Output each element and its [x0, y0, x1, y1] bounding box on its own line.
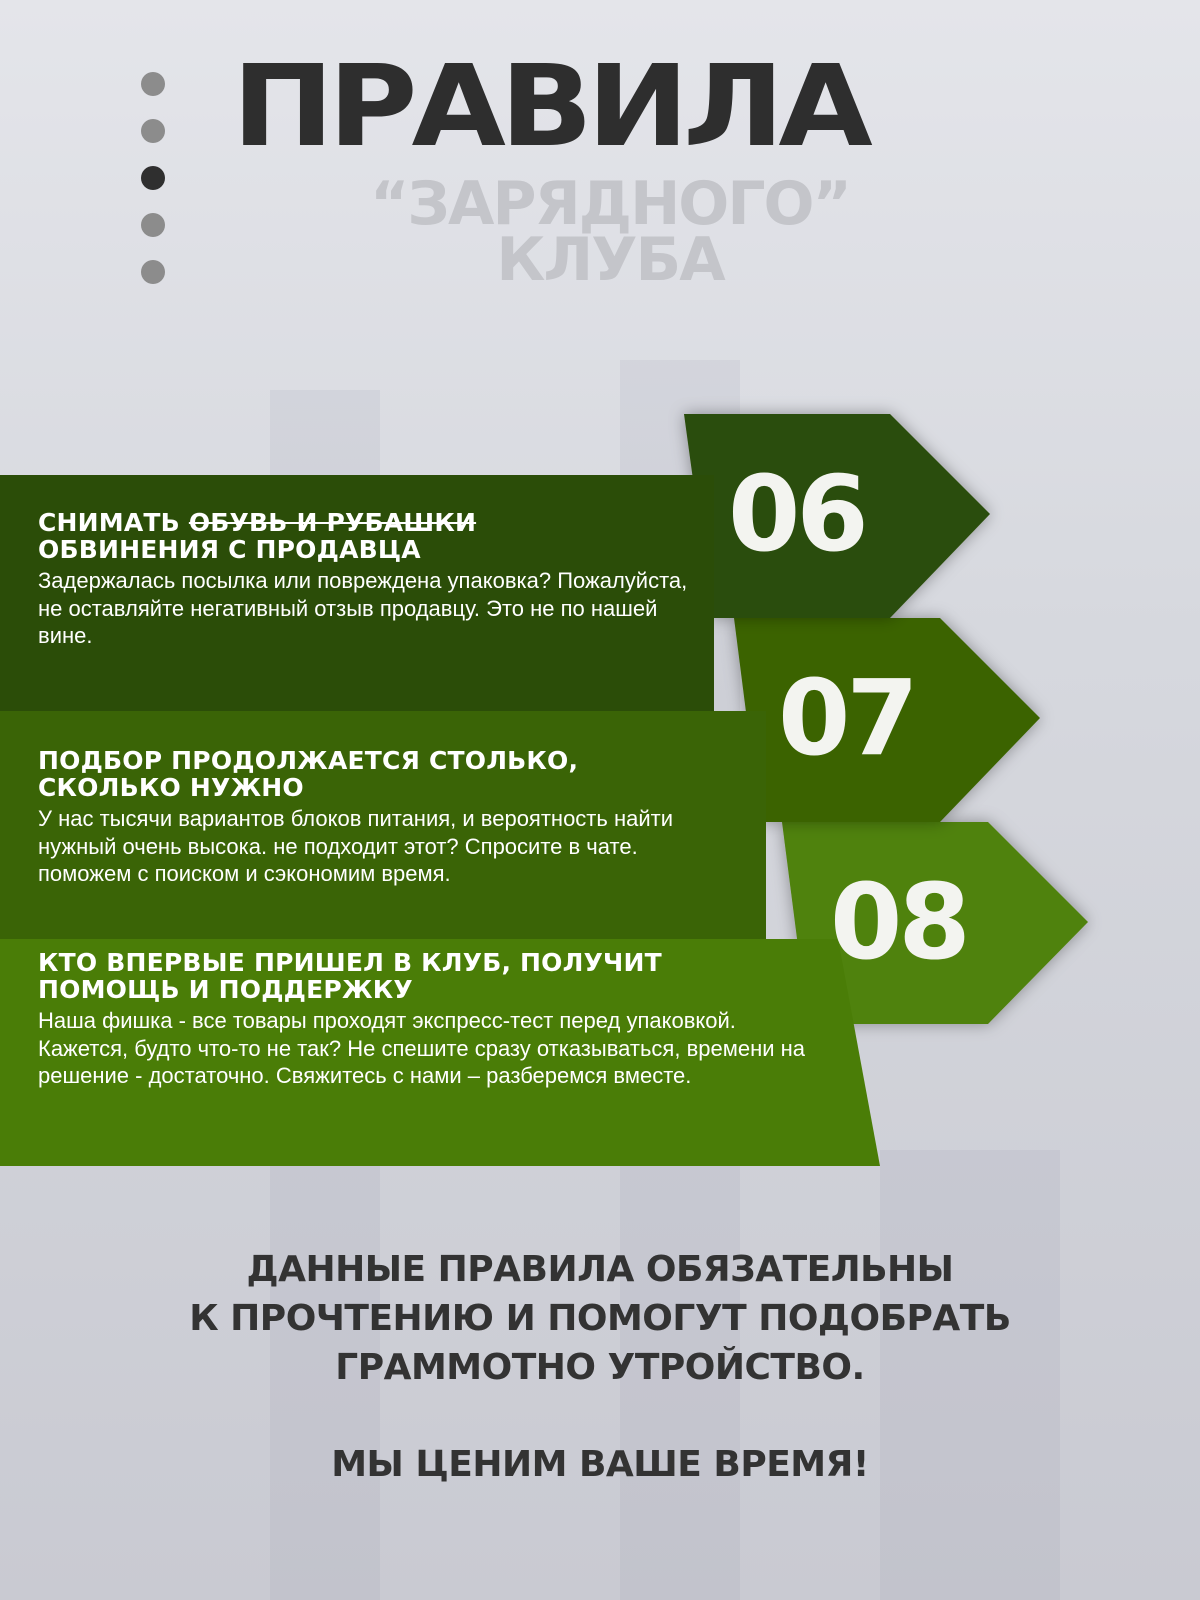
rule-description: Наша фишка - все товары проходят экспресс-тест перед упаковкой. Кажется, будто что-то не так? Не спешите сразу отказываться, времени на решение - достаточно. Свяжитесь с нами – разберемся вместе.: [38, 1008, 806, 1088]
rule-description: У нас тысячи вариантов блоков питания, и вероятность найти нужный очень высока. не подходит этот? Спросите в чате. поможем с поиском и сэкономим время.: [38, 806, 673, 886]
rule-heading-lead: СНИМАТЬ: [38, 508, 180, 537]
footer-line: ДАННЫЕ ПРАВИЛА ОБЯЗАТЕЛЬНЫ: [246, 1249, 954, 1290]
rule-number: 08: [830, 861, 967, 983]
rule-heading: КТО ВПЕРВЫЕ ПРИШЕЛ В КЛУБ, ПОЛУЧИТ ПОМОЩЬ И ПОДДЕРЖКУ: [38, 948, 662, 1004]
page-title: ПРАВИЛА: [232, 40, 867, 172]
rule-band-06: [0, 475, 714, 711]
footer-closing: МЫ ЦЕНИМ ВАШЕ ВРЕМЯ!: [331, 1444, 869, 1485]
rule-heading-rest: ОБВИНЕНИЯ С ПРОДАВЦА: [38, 535, 421, 564]
footer-note: [0, 1245, 1200, 1489]
subtitle-line: “ЗАРЯДНОГО”: [369, 169, 850, 239]
footer-line: ГРАММОТНО УТРОЙСТВО.: [335, 1347, 865, 1388]
rule-band-07: [0, 711, 766, 939]
rule-number: 06: [728, 453, 865, 575]
rule-heading: [38, 509, 698, 563]
subtitle-line: КЛУБА: [496, 225, 724, 295]
footer-line: К ПРОЧТЕНИЮ И ПОМОГУТ ПОДОБРАТЬ: [189, 1298, 1011, 1339]
rule-band-08-content: [0, 939, 820, 1166]
rule-description: Задержалась посылка или повреждена упаковка? Пожалуйста, не оставляйте негативный отзыв продавцу. Это не по нашей вине.: [38, 568, 688, 648]
rule-number: 07: [778, 657, 915, 779]
rule-heading-struck: ОБУВЬ И РУБАШКИ: [188, 508, 477, 537]
rule-heading: ПОДБОР ПРОДОЛЖАЕТСЯ СТОЛЬКО, СКОЛЬКО НУЖНО: [38, 746, 579, 802]
